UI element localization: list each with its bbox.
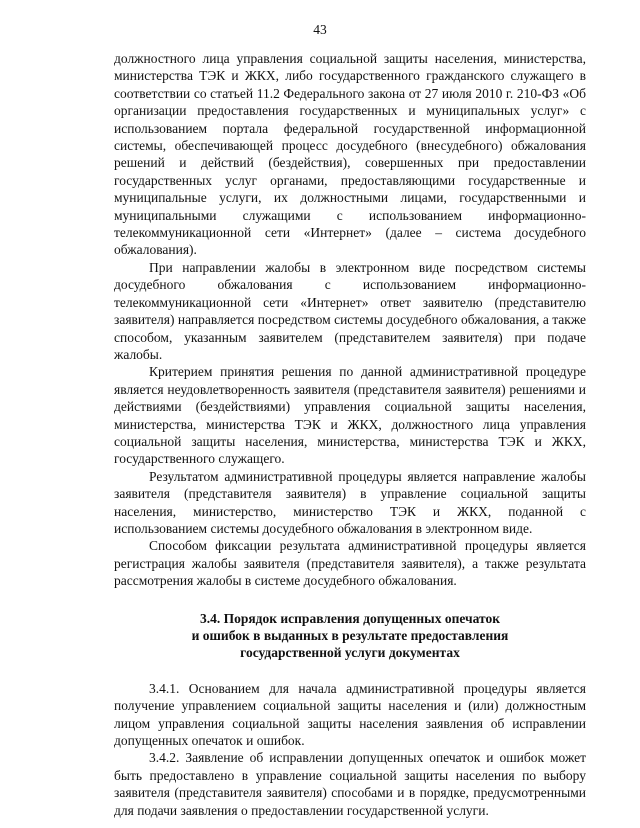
section-heading <box>114 610 586 662</box>
document-body <box>114 50 586 819</box>
paragraph: 3.4.1. Основанием для начала административной процедуры является получение управлением социальной защиты населения и (или) должностным лицом управления социальной защиты населения заявления об исправлении допущенных опечаток и ошибок. <box>114 680 586 749</box>
paragraph: Способом фиксации результата административной процедуры является регистрация жалобы заявителя (представителя заявителя), а также результата рассмотрения жалобы в системе досудебного обжалования. <box>114 538 586 589</box>
paragraph: должностного лица управления социальной защиты населения, министерства, министерства ТЭК и ЖКХ, либо государственного гражданского служащего в соответствии со статьей 11.2 Федерального закона от 27 июля 2010 г. 210-ФЗ «Об организации предоставления государственных и муниципальных услуг» с использованием портала федеральной государственной информационной системы, обеспечивающей процесс досудебного (внесудебного) обжалования решений и действий (бездействия), совершенных при предоставлении государственных услуг органами, предоставляющими государственные и муниципальные услуги, их должностными лицами, государственными и муниципальными служащими с использованием информационно-телекоммуникационной сети «Интернет» (далее – система досудебного обжалования). <box>114 51 586 258</box>
section-heading-line: 3.4. Порядок исправления допущенных опечаток <box>199 610 501 626</box>
page-number: 43 <box>313 22 327 37</box>
paragraph: 3.4.2. Заявление об исправлении допущенных опечаток и ошибок может быть предоставлено в управление социальной защиты населения по выбору заявителя (представителя заявителя) способами и в порядке, предусмотренными для подачи заявления о предоставлении государственной услуги. <box>114 750 586 818</box>
section-heading-line: государственной услуги документах <box>240 645 460 661</box>
section-heading-line: и ошибок в выданных в результате предоставления <box>191 628 509 643</box>
paragraph: Результатом административной процедуры является направление жалобы заявителя (представителя заявителя) в управление социальной защиты населения, министерство, министерство ТЭК и ЖКХ, поданной с использованием системы досудебного обжалования в электронном виде. <box>114 468 586 536</box>
paragraph: При направлении жалобы в электронном виде посредством системы досудебного обжалования с использованием информационно-телекоммуникационной сети «Интернет» ответ заявителю (представителю заявителя) направляется посредством системы досудебного обжалования, а также способом, указанным заявителем (представителем заявителя) при подаче жалобы. <box>114 259 586 362</box>
paragraph: Критерием принятия решения по данной административной процедуре является неудовлетворенность заявителя (представителя заявителя) решениями и действиями (бездействиями) управления социальной защиты населения, министерства, министерства ТЭК и ЖКХ, должностного лица управления социальной защиты населения, министерства, министерства ТЭК и ЖКХ, государственного служащего. <box>114 364 586 467</box>
